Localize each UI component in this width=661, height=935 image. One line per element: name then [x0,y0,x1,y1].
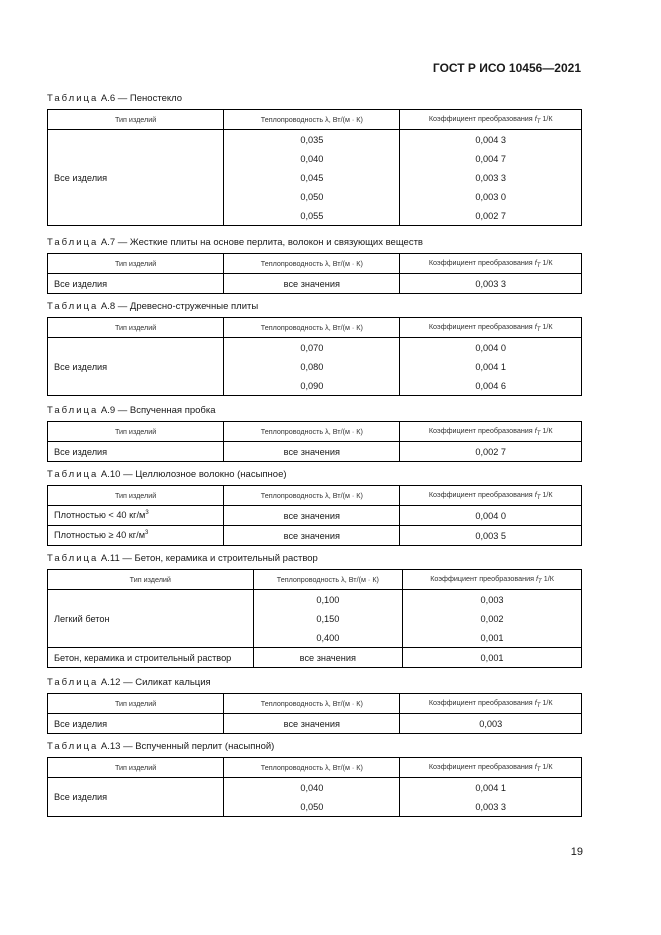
column-header-lambda: Теплопроводность λ, Вт/(м · К) [224,758,400,778]
caption-title: — Пеностекло [117,93,183,104]
lambda-cell: 0,055 [224,206,400,226]
product-type-cell: Все изделия [48,442,224,462]
coefficient-subscript: T [536,767,541,773]
column-header-type: Тип изделий [48,758,224,778]
product-type-cell: Все изделия [48,714,224,734]
table-caption [47,468,582,482]
caption-title: — Силикат кальция [123,677,211,688]
unit-superscript: 3 [145,510,149,517]
column-header-coefficient [400,486,582,506]
product-type-cell: Бетон, керамика и строительный раствор [48,648,254,668]
coefficient-subscript: T [536,119,541,125]
column-header-coefficient [400,422,582,442]
coefficient-unit: 1/К [542,114,553,123]
table-header-row [48,254,582,274]
coefficient-cell: 0,003 0 [400,187,582,206]
coefficient-symbol: f [534,490,537,499]
coefficient-subscript: T [536,263,541,269]
coefficient-subscript: T [536,703,541,709]
coefficient-subscript: T [536,495,541,501]
coefficient-label: Коэффициент преобразования [428,698,533,707]
coefficient-unit: 1/К [542,762,553,771]
coefficient-subscript: T [536,327,541,333]
table-header-row [48,570,582,590]
lambda-cell: 0,050 [224,797,400,817]
data-table [47,317,582,396]
column-header-coefficient [400,110,582,130]
lambda-cell: 0,050 [224,187,400,206]
table-block [47,552,582,668]
table-header-row [48,486,582,506]
coefficient-label: Коэффициент преобразования [428,114,533,123]
caption-id: А.12 [100,677,121,688]
table-block [47,740,582,817]
table-row [48,648,582,668]
table-caption [47,404,582,418]
lambda-cell: 0,040 [224,149,400,168]
table-row [48,506,582,526]
coefficient-cell: 0,004 1 [400,357,582,376]
table-block [47,300,582,396]
coefficient-cell: 0,003 5 [400,526,582,546]
coefficient-label: Коэффициент преобразования [428,322,533,331]
coefficient-symbol: f [534,258,537,267]
coefficient-cell: 0,003 3 [400,168,582,187]
table-row [48,274,582,294]
product-type-cell [48,526,224,546]
column-header-coefficient [400,254,582,274]
coefficient-cell: 0,004 1 [400,778,582,798]
data-table [47,109,582,226]
lambda-cell: 0,150 [253,609,403,628]
coefficient-cell: 0,004 6 [400,376,582,396]
caption-title: — Бетон, керамика и строительный раствор [122,553,318,564]
caption-word: Таблица [47,93,99,104]
lambda-cell: 0,400 [253,628,403,648]
lambda-cell: все значения [224,506,400,526]
table-caption [47,740,582,754]
data-table [47,485,582,546]
caption-word: Таблица [47,301,99,312]
table-block [47,92,582,226]
coefficient-cell: 0,003 [400,714,582,734]
coefficient-label: Коэффициент преобразования [428,426,533,435]
table-header-row [48,694,582,714]
coefficient-symbol: f [534,114,537,123]
page-number: 19 [570,846,583,858]
coefficient-cell: 0,001 [403,648,582,668]
caption-id: А.6 [100,93,116,104]
caption-id: А.9 [100,405,116,416]
coefficient-symbol: f [536,574,539,583]
product-type-cell: Все изделия [48,274,224,294]
caption-word: Таблица [47,553,99,564]
column-header-lambda: Теплопроводность λ, Вт/(м · К) [224,694,400,714]
unit-superscript: 3 [145,530,149,537]
column-header-type: Тип изделий [48,570,254,590]
caption-title: — Жесткие плиты на основе перлита, волокон и связующих веществ [117,237,423,248]
table-caption [47,300,582,314]
column-header-coefficient [403,570,582,590]
coefficient-cell: 0,004 3 [400,130,582,150]
table-block [47,404,582,462]
product-type-cell: Все изделия [48,778,224,817]
coefficient-symbol: f [534,698,537,707]
coefficient-unit: 1/К [542,698,553,707]
data-table [47,421,582,462]
caption-title: — Целлюлозное волокно (насыпное) [123,469,287,480]
product-type-text: Плотностью < 40 кг/м [54,510,146,521]
product-type-cell: Все изделия [48,338,224,396]
lambda-cell: все значения [224,526,400,546]
data-table [47,757,582,817]
lambda-cell: все значения [253,648,403,668]
caption-title: — Вспученная пробка [117,405,216,416]
coefficient-symbol: f [534,762,537,771]
lambda-cell: 0,040 [224,778,400,798]
column-header-lambda: Теплопроводность λ, Вт/(м · К) [224,318,400,338]
coefficient-symbol: f [534,322,537,331]
column-header-lambda: Теплопроводность λ, Вт/(м · К) [224,254,400,274]
coefficient-cell: 0,002 7 [400,442,582,462]
coefficient-symbol: f [534,426,537,435]
product-type-cell: Все изделия [48,130,224,226]
lambda-cell: все значения [224,274,400,294]
caption-id: А.13 [100,741,121,752]
lambda-cell: все значения [224,714,400,734]
coefficient-cell: 0,002 7 [400,206,582,226]
lambda-cell: 0,070 [224,338,400,358]
coefficient-label: Коэффициент преобразования [430,574,535,583]
data-table [47,693,582,734]
lambda-cell: 0,035 [224,130,400,150]
table-caption [47,92,582,106]
column-header-type: Тип изделий [48,318,224,338]
table-caption [47,552,582,566]
coefficient-subscript: T [538,579,542,585]
table-block [47,468,582,546]
caption-id: А.10 [100,469,121,480]
product-type-cell [48,506,224,526]
coefficient-label: Коэффициент преобразования [428,258,533,267]
table-block [47,236,582,294]
lambda-cell: 0,080 [224,357,400,376]
column-header-coefficient [400,318,582,338]
coefficient-cell: 0,003 3 [400,797,582,817]
coefficient-unit: 1/К [543,574,554,583]
column-header-coefficient [400,694,582,714]
table-caption [47,676,582,690]
coefficient-cell: 0,004 0 [400,338,582,358]
coefficient-unit: 1/К [542,322,553,331]
coefficient-cell: 0,002 [403,609,582,628]
caption-word: Таблица [47,469,99,480]
caption-word: Таблица [47,405,99,416]
coefficient-cell: 0,003 3 [400,274,582,294]
lambda-cell: 0,045 [224,168,400,187]
caption-title: — Древесно-стружечные плиты [117,301,259,312]
table-row [48,778,582,798]
coefficient-subscript: T [536,431,541,437]
coefficient-label: Коэффициент преобразования [428,762,533,771]
column-header-coefficient [400,758,582,778]
column-header-type: Тип изделий [48,694,224,714]
caption-id: А.7 [100,237,116,248]
table-header-row [48,318,582,338]
table-row [48,130,582,150]
column-header-lambda: Теплопроводность λ, Вт/(м · К) [253,570,403,590]
table-row [48,526,582,546]
caption-id: А.11 [100,553,120,564]
coefficient-cell: 0,004 7 [400,149,582,168]
column-header-type: Тип изделий [48,254,224,274]
caption-title: — Вспученный перлит (насыпной) [123,741,275,752]
data-table [47,253,582,294]
table-header-row [48,422,582,442]
column-header-lambda: Теплопроводность λ, Вт/(м · К) [224,486,400,506]
table-row [48,714,582,734]
coefficient-label: Коэффициент преобразования [428,490,533,499]
lambda-cell: 0,090 [224,376,400,396]
coefficient-cell: 0,004 0 [400,506,582,526]
product-type-cell: Легкий бетон [48,590,254,648]
caption-word: Таблица [47,237,99,248]
table-row [48,590,582,610]
document-header: ГОСТ Р ИСО 10456—2021 [432,61,581,75]
table-row [48,442,582,462]
table-header-row [48,758,582,778]
lambda-cell: все значения [224,442,400,462]
lambda-cell: 0,100 [253,590,403,610]
data-table [47,569,582,668]
table-row [48,338,582,358]
product-type-text: Плотностью ≥ 40 кг/м [54,530,146,541]
table-block [47,676,582,734]
caption-id: А.8 [100,301,116,312]
caption-word: Таблица [47,741,99,752]
column-header-type: Тип изделий [48,110,224,130]
coefficient-cell: 0,003 [403,590,582,610]
coefficient-unit: 1/К [542,426,553,435]
coefficient-cell: 0,001 [403,628,582,648]
column-header-lambda: Теплопроводность λ, Вт/(м · К) [224,422,400,442]
column-header-type: Тип изделий [48,422,224,442]
column-header-type: Тип изделий [48,486,224,506]
table-caption [47,236,582,250]
table-header-row [48,110,582,130]
coefficient-unit: 1/К [542,258,553,267]
coefficient-unit: 1/К [542,490,553,499]
caption-word: Таблица [47,677,99,688]
column-header-lambda: Теплопроводность λ, Вт/(м · К) [224,110,400,130]
